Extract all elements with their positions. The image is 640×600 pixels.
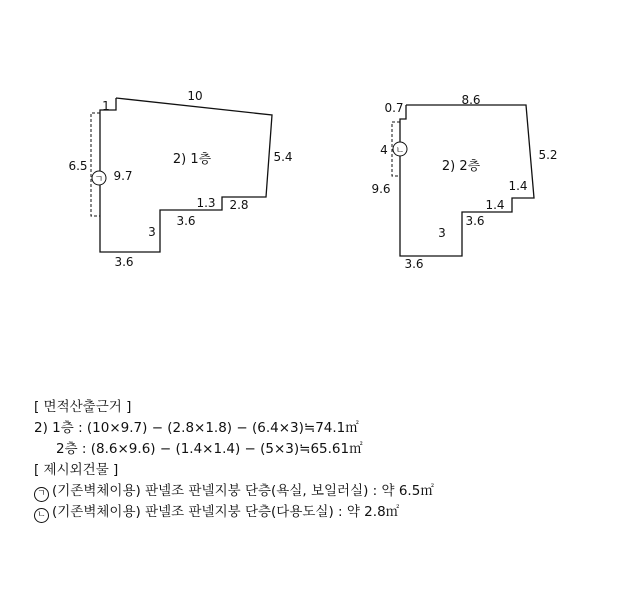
- floor1-dim-left-outer: 6.5: [68, 159, 88, 173]
- excluded-item-2: [34, 502, 634, 523]
- floor2-dim-top: 8.6: [461, 93, 481, 107]
- floor2-dim-inner-w: 3.6: [465, 214, 485, 228]
- floor1-plan: [68, 89, 292, 269]
- floor2-dim-bottom: 3.6: [404, 257, 424, 271]
- floor2-title: 2) 2층: [441, 159, 481, 174]
- excluded-item-1-marker: ㄱ: [34, 487, 49, 502]
- floor2-dim-step-top-b: 1.4: [485, 198, 505, 212]
- excluded-item-1-text: (기존벽체이용) 판넬조 판넬지붕 단층(욕실, 보일러실) : 약 6.5㎡: [52, 483, 434, 499]
- floor2-annex-marker: ㄴ: [395, 146, 405, 156]
- excluded-item-1: [34, 481, 634, 502]
- basis-header: [ 면적산출근거 ]: [34, 399, 132, 415]
- floor2-calculation: 2층 : (8.6×9.6) − (1.4×1.4) − (5×3)≒65.61㎡: [56, 441, 363, 457]
- floor1-calculation: 2) 1층 : (10×9.7) − (2.8×1.8) − (6.4×3)≒74.1㎡: [34, 420, 359, 436]
- floor1-dim-right: 5.4: [273, 150, 293, 164]
- floor2-dim-left-outer: 4: [380, 143, 388, 157]
- floor1-dim-step-top: 2.8: [229, 198, 249, 212]
- floor1-dim-left-step: 1: [102, 99, 110, 113]
- floor1-annex-outline: [91, 113, 100, 216]
- floor1-annex-marker: ㄱ: [94, 175, 104, 185]
- excluded-item-2-marker: ㄴ: [34, 508, 49, 523]
- floor1-dim-inner-h: 3: [148, 225, 156, 239]
- floor2-dim-left-inner: 9.6: [371, 182, 391, 196]
- floor2-dim-inner-h: 3: [438, 226, 446, 240]
- floor2-dim-right: 5.2: [538, 148, 558, 162]
- floor1-dim-step-w: 1.3: [196, 196, 216, 210]
- excluded-item-2-text: (기존벽체이용) 판넬조 판넬지붕 단층(다용도실) : 약 2.8㎡: [52, 504, 400, 520]
- floor1-dim-top: 10: [187, 89, 203, 103]
- area-notes: [34, 397, 634, 523]
- floor1-dim-inner-w: 3.6: [176, 214, 196, 228]
- floor1-dim-bottom: 3.6: [114, 255, 134, 269]
- excluded-header: [ 제시외건물 ]: [34, 462, 119, 478]
- floor1-title: 2) 1층: [172, 152, 212, 167]
- floor2-dim-left-step: 0.7: [384, 101, 404, 115]
- floor1-dim-left-inner: 9.7: [113, 169, 133, 183]
- floor2-dim-step-top-a: 1.4: [508, 179, 528, 193]
- floor2-plan: [371, 93, 557, 271]
